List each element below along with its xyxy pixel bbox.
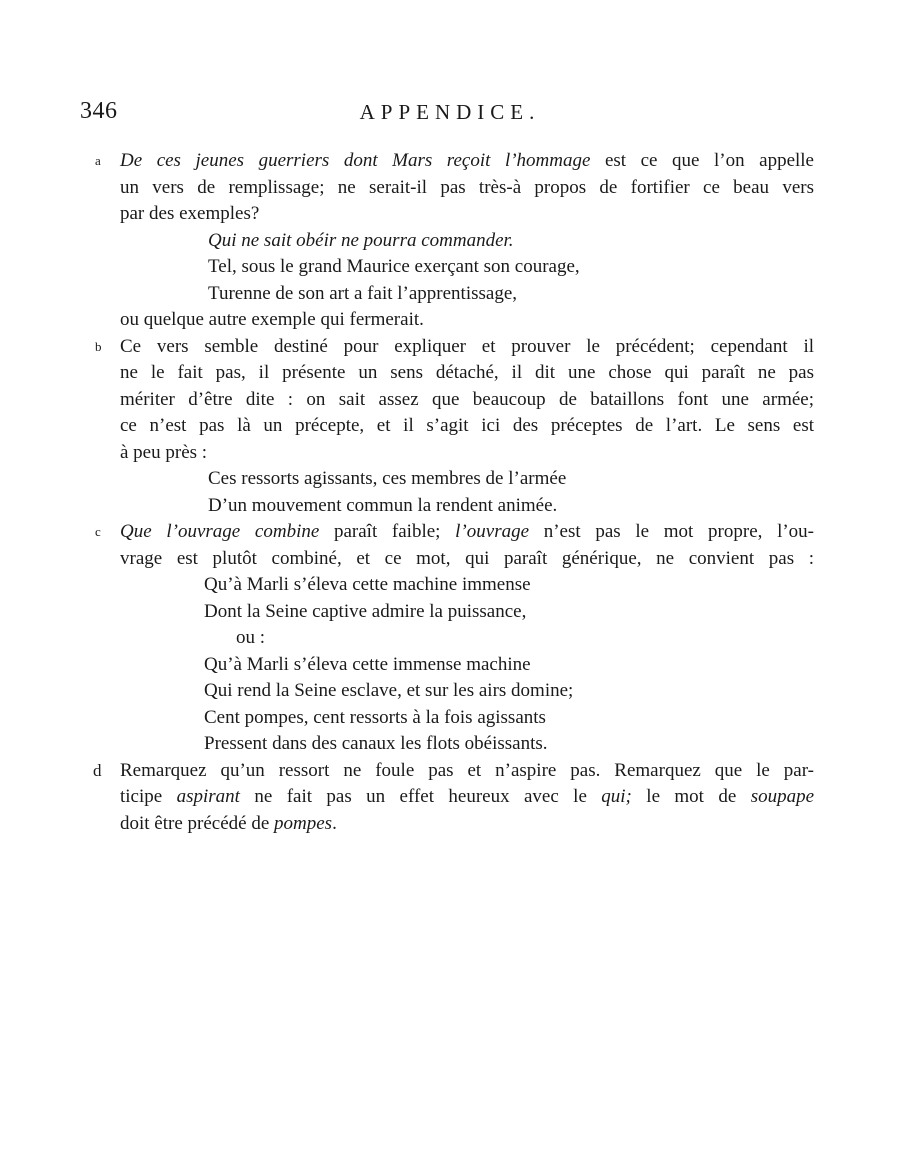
verse-line: D’un mouvement commun la rendent animée. [208, 494, 558, 516]
text-span: n’est pas le mot propre, l’ou- [529, 521, 814, 542]
verse-line: Qui ne sait obéir ne pourra commander. [208, 229, 514, 251]
text-span: ticipe [120, 786, 177, 807]
note-line [120, 811, 814, 838]
note-marker: b [95, 338, 102, 354]
italic-word: soupape [750, 786, 815, 807]
note-marker: a [95, 153, 101, 168]
verse-line: Qu’à Marli s’éleva cette immense machine [204, 653, 531, 675]
verse-line: Qui rend la Seine esclave, et sur les airs domine; [204, 680, 574, 701]
note-line: à peu près : [120, 441, 208, 463]
note-line: vrage est plutôt combiné, et ce mot, qui paraît générique, ne convient pas : [120, 547, 814, 569]
italic-quote: Que l’ouvrage combine [120, 521, 320, 542]
italic-word: l’ouvrage [455, 521, 530, 542]
note-line [120, 148, 814, 175]
italic-word: aspirant [176, 786, 240, 807]
italic-word: pompes [274, 812, 333, 834]
note-b [95, 334, 814, 520]
notes-body [93, 148, 815, 837]
text-span: est ce que l’on appelle [590, 150, 814, 171]
note-line: ou quelque autre exemple qui fermerait. [120, 309, 424, 330]
note-marker: d [93, 760, 102, 780]
verse-line: Dont la Seine captive admire la puissance, [204, 600, 527, 622]
note-line: Ce vers semble destiné pour expliquer et prouver le précédent; cependant il [120, 335, 814, 357]
note-line [120, 519, 814, 546]
note-line: mériter d’être dite : on sait assez que beaucoup de bataillons font une armée; [120, 388, 814, 410]
text-span: le mot de [631, 786, 751, 807]
verse-line: Qu’à Marli s’éleva cette machine immense [204, 574, 531, 595]
or-separator: ou : [236, 627, 266, 648]
running-head: APPENDICE. [359, 100, 541, 124]
text-span: paraît faible; [319, 521, 456, 542]
verse-line: Ces ressorts agissants, ces membres de l’armée [208, 468, 567, 489]
page-header [80, 98, 820, 132]
verse-line: Cent pompes, cent ressorts à la fois agissants [204, 706, 546, 728]
note-marker: c [95, 524, 101, 539]
note-line: par des exemples? [120, 203, 260, 224]
italic-quote: De ces jeunes guerriers dont Mars reçoit l’hommage [120, 150, 591, 171]
note-line: Remarquez qu’un ressort ne foule pas et n’aspire pas. Remarquez que le par- [120, 759, 814, 781]
italic-word: qui; [601, 786, 632, 807]
note-line: un vers de remplissage; ne serait-il pas très-à propos de fortifier ce beau vers [120, 176, 814, 198]
text-span: ne fait pas un effet heureux avec le [239, 786, 602, 807]
note-line: ce n’est pas là un précepte, et il s’agit ici des préceptes de l’art. Le sens est [120, 415, 814, 436]
note-line: ne le fait pas, il présente un sens détaché, il dit une chose qui paraît ne pas [120, 362, 814, 383]
verse-line: Pressent dans des canaux les flots obéissants. [204, 733, 548, 754]
note-line [120, 784, 814, 811]
note-d [93, 758, 815, 838]
text-span: doit être précédé de [120, 812, 275, 834]
verse-line: Turenne de son art a fait l’apprentissage, [208, 282, 518, 304]
verse-line: Tel, sous le grand Maurice exerçant son courage, [208, 256, 580, 277]
text-span: . [332, 812, 337, 834]
note-a [95, 148, 814, 334]
note-c [95, 519, 814, 758]
page-number: 346 [80, 98, 118, 124]
